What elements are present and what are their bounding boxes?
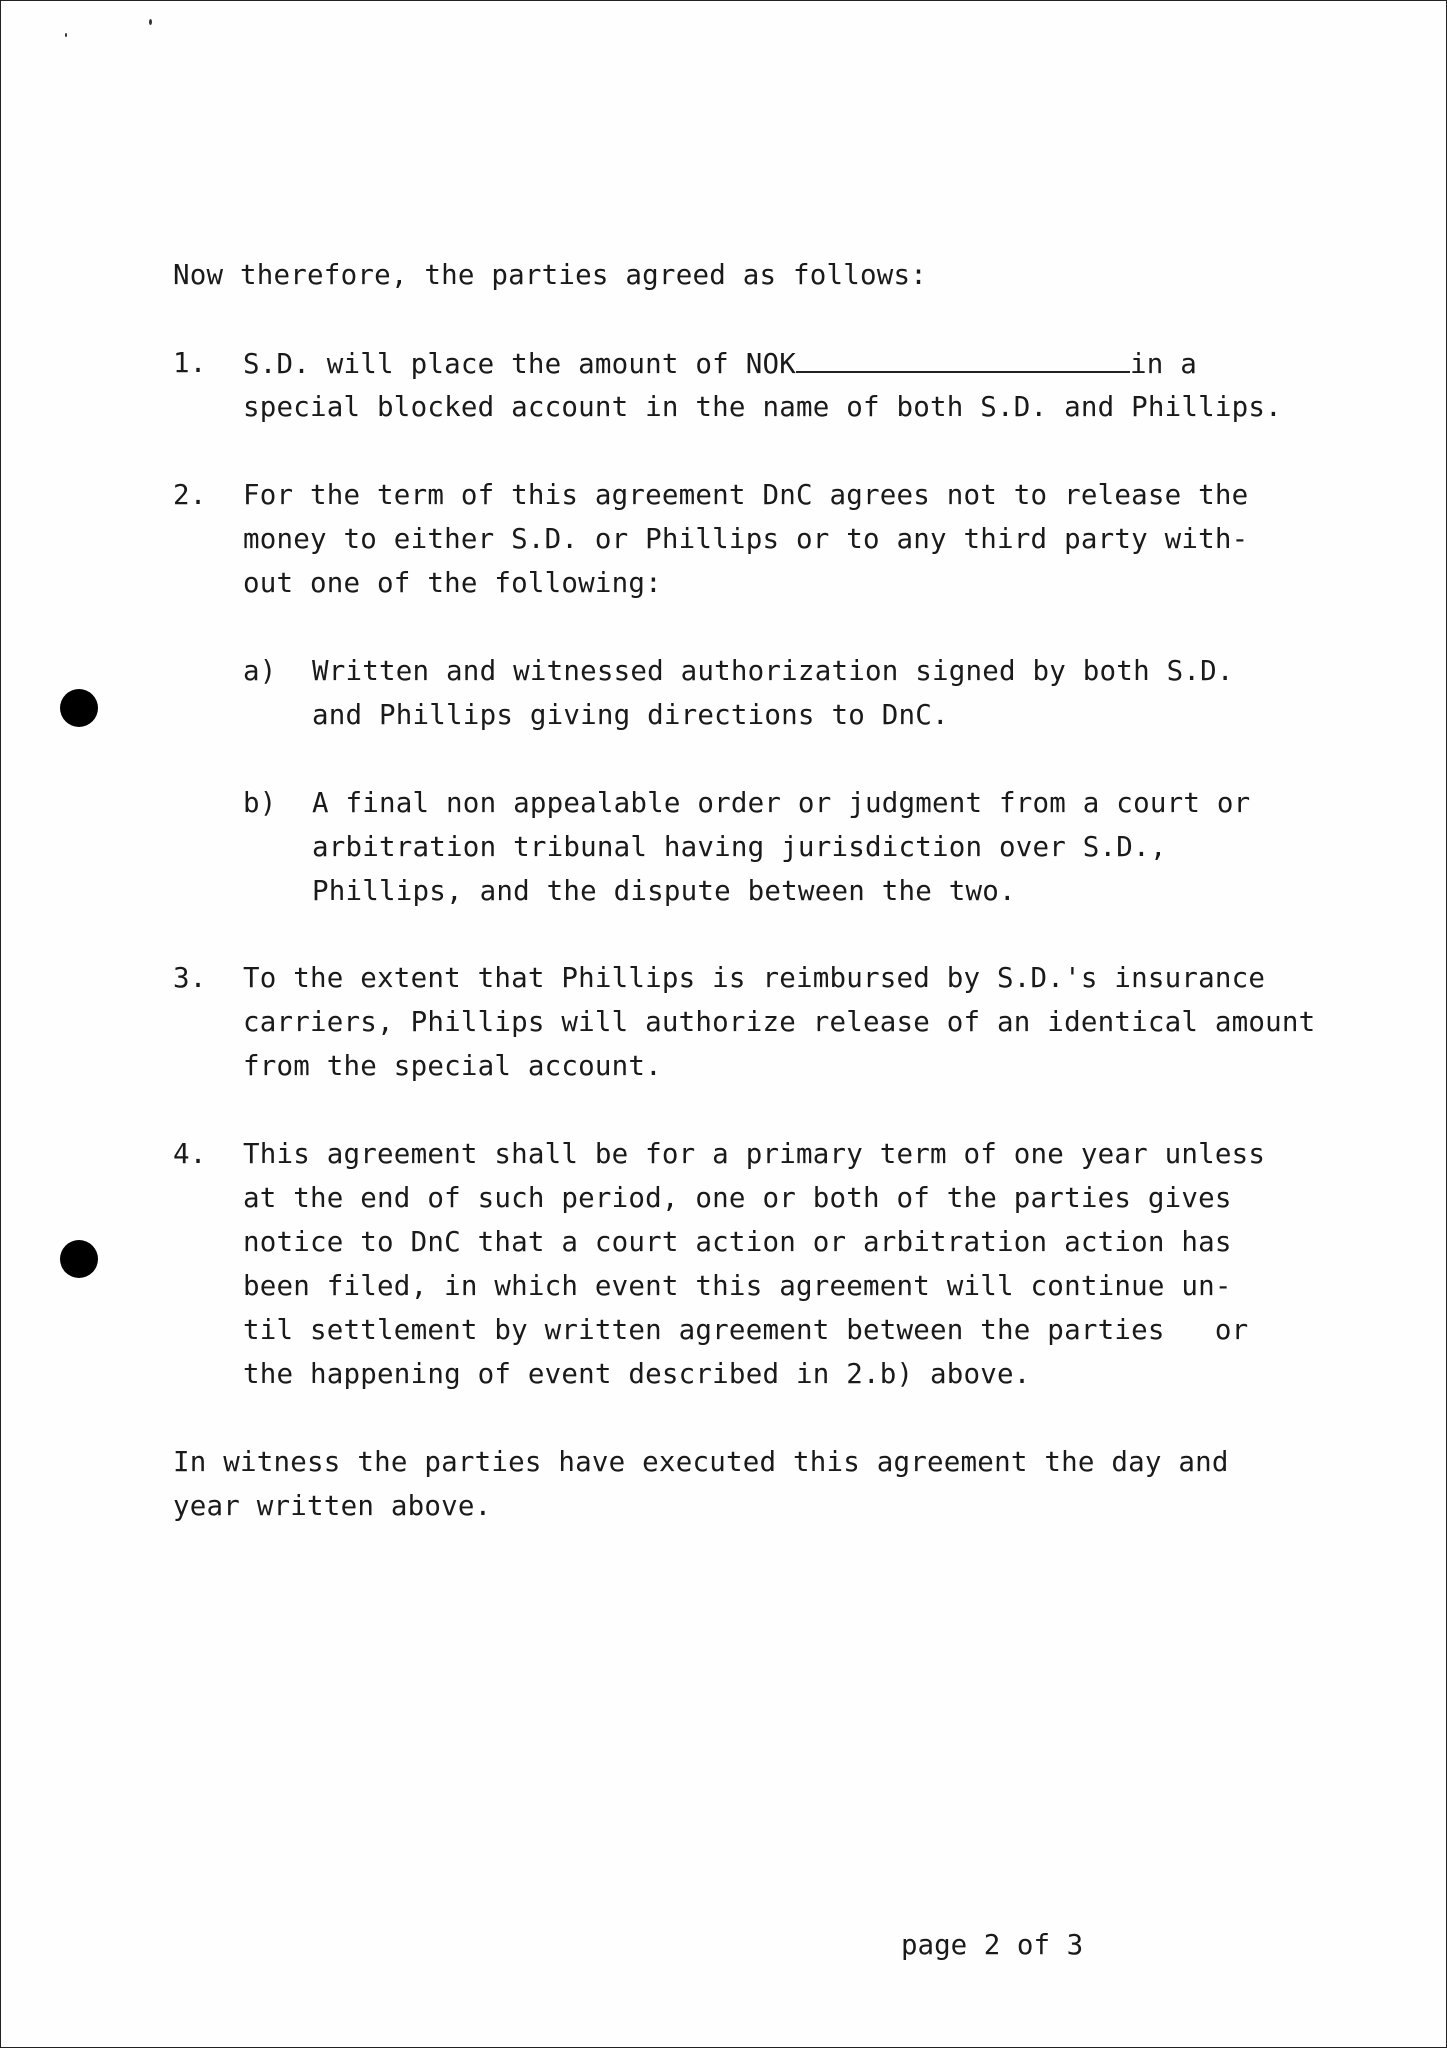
amount-blank-field[interactable] — [796, 341, 1130, 373]
clause-3-line: To the extent that Phillips is reimbursed by S.D.'s insurance — [243, 962, 1266, 994]
page-number: page 2 of 3 — [901, 1929, 1084, 1961]
clause-2-line: For the term of this agreement DnC agrees not to release the — [243, 479, 1249, 511]
clause-2-number: 2. — [173, 479, 207, 511]
witness-line: In witness the parties have executed this agreement the day and — [173, 1446, 1229, 1478]
clause-4-line: This agreement shall be for a primary term of one year unless — [243, 1138, 1266, 1170]
subclause-a-line: and Phillips giving directions to DnC. — [312, 699, 949, 731]
clause-4-line: notice to DnC that a court action or arbitration action has — [243, 1226, 1232, 1258]
punch-hole-top — [60, 689, 98, 727]
clause-3-number: 3. — [173, 962, 207, 994]
clause-1-line-2: special blocked account in the name of both S.D. and Phillips. — [243, 391, 1282, 423]
clause-1-line-1: S.D. will place the amount of NOK in a — [243, 341, 1197, 386]
clause-2-line: money to either S.D. or Phillips or to any third party with- — [243, 523, 1249, 555]
clause-4-number: 4. — [173, 1138, 207, 1170]
punch-hole-bottom — [60, 1240, 98, 1278]
subclause-b-line: A final non appealable order or judgment from a court or — [312, 787, 1251, 819]
clause-4-line: been filed, in which event this agreement will continue un- — [243, 1270, 1232, 1302]
clause-4-line: the happening of event described in 2.b) above. — [243, 1358, 1031, 1390]
subclause-b-label: b) — [243, 787, 277, 819]
scan-speck — [65, 33, 67, 37]
clause-1-number: 1. — [173, 347, 207, 379]
clause-4-line: at the end of such period, one or both of the parties gives — [243, 1182, 1232, 1214]
subclause-b-line: arbitration tribunal having jurisdiction over S.D., — [312, 831, 1167, 863]
clause-3-line: from the special account. — [243, 1050, 662, 1082]
subclause-a-label: a) — [243, 655, 277, 687]
clause-2-line: out one of the following: — [243, 567, 662, 599]
witness-line: year written above. — [173, 1490, 492, 1522]
scan-speck — [149, 19, 152, 25]
clause-4-line: til settlement by written agreement between the parties or — [243, 1314, 1249, 1346]
clause-3-line: carriers, Phillips will authorize release of an identical amount — [243, 1006, 1316, 1038]
intro-text: Now therefore, the parties agreed as follows: — [173, 259, 928, 291]
subclause-b-line: Phillips, and the dispute between the two. — [312, 875, 1016, 907]
subclause-a-line: Written and witnessed authorization signed by both S.D. — [312, 655, 1234, 687]
